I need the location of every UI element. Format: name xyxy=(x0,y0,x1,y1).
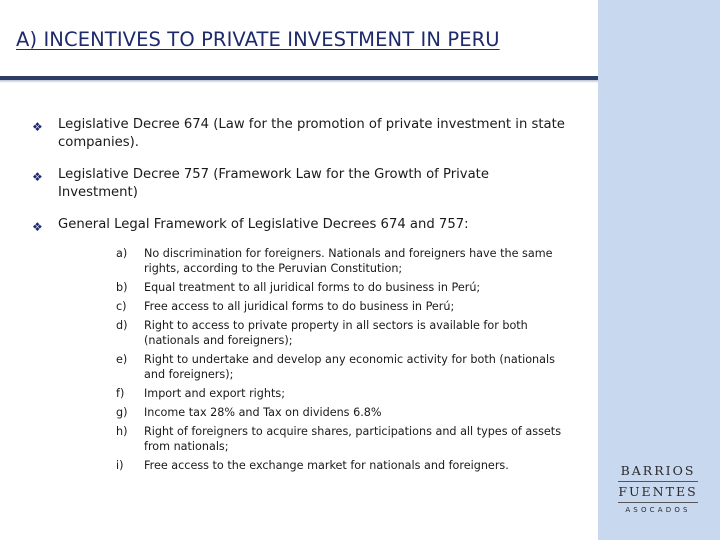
sub-item-text: Equal treatment to all juridical forms to do business in Perú; xyxy=(144,281,481,295)
bullet-item xyxy=(32,216,572,236)
sub-item-marker: b) xyxy=(116,281,128,295)
sub-item xyxy=(116,405,564,420)
sub-item-text: Import and export rights; xyxy=(144,387,285,401)
sub-list xyxy=(116,246,564,477)
sub-item xyxy=(116,352,564,382)
sub-item xyxy=(116,386,564,401)
sub-item xyxy=(116,318,564,348)
bullet-text: Legislative Decree 674 (Law for the promotion of private investment in state companies). xyxy=(58,117,565,150)
sub-item-marker: c) xyxy=(116,299,127,313)
logo-divider xyxy=(618,502,698,503)
sub-item-text: Right to undertake and develop any economic activity for both (nationals and foreigners); xyxy=(144,352,555,382)
sub-item xyxy=(116,246,564,276)
bullet-text: General Legal Framework of Legislative Decrees 674 and 757: xyxy=(58,217,469,232)
diamond-dots-icon: ❖ xyxy=(32,170,43,184)
bullet-item xyxy=(32,166,572,202)
logo-divider xyxy=(618,481,698,482)
logo-text-barrios: BARRIOS xyxy=(620,463,696,478)
sub-item-text: Free access to the exchange market for nationals and foreigners. xyxy=(144,458,509,472)
sub-item-text: Income tax 28% and Tax on dividens 6.8% xyxy=(144,405,382,419)
sub-item-text: Free access to all juridical forms to do business in Perú; xyxy=(144,299,455,313)
slide-title: A) INCENTIVES TO PRIVATE INVESTMENT IN PERU xyxy=(16,28,500,51)
sub-item-text: Right to access to private property in all sectors is available for both (nationals and foreigners); xyxy=(144,318,528,348)
sub-item-marker: g) xyxy=(116,405,128,419)
bullet-text: Legislative Decree 757 (Framework Law for the Growth of Private Investment) xyxy=(58,167,489,200)
sub-item-marker: i) xyxy=(116,458,124,472)
sub-item-text: Right of foreigners to acquire shares, participations and all types of assets from nationals; xyxy=(144,424,562,454)
sub-item xyxy=(116,299,564,314)
title-divider-shadow xyxy=(0,80,598,83)
sub-item xyxy=(116,424,564,454)
sub-item-marker: h) xyxy=(116,424,128,438)
logo-text-fuentes: FUENTES xyxy=(618,484,698,499)
sub-item xyxy=(116,280,564,295)
diamond-dots-icon: ❖ xyxy=(32,220,43,234)
bullet-item xyxy=(32,116,572,152)
bullet-list xyxy=(32,116,572,250)
title-bar xyxy=(0,0,598,80)
sub-item-marker: a) xyxy=(116,247,128,260)
company-logo xyxy=(604,456,712,522)
sub-item-text: No discrimination for foreigners. Nationals and foreigners have the same rights, according to the Peruvian Constitution; xyxy=(144,247,553,276)
sub-item-marker: d) xyxy=(116,318,128,332)
logo-text-asocados: ASOCADOS xyxy=(625,506,691,514)
diamond-dots-icon: ❖ xyxy=(32,120,43,134)
sub-item-marker: f) xyxy=(116,387,125,401)
sub-item-marker: e) xyxy=(116,352,128,366)
sub-item xyxy=(116,458,564,473)
